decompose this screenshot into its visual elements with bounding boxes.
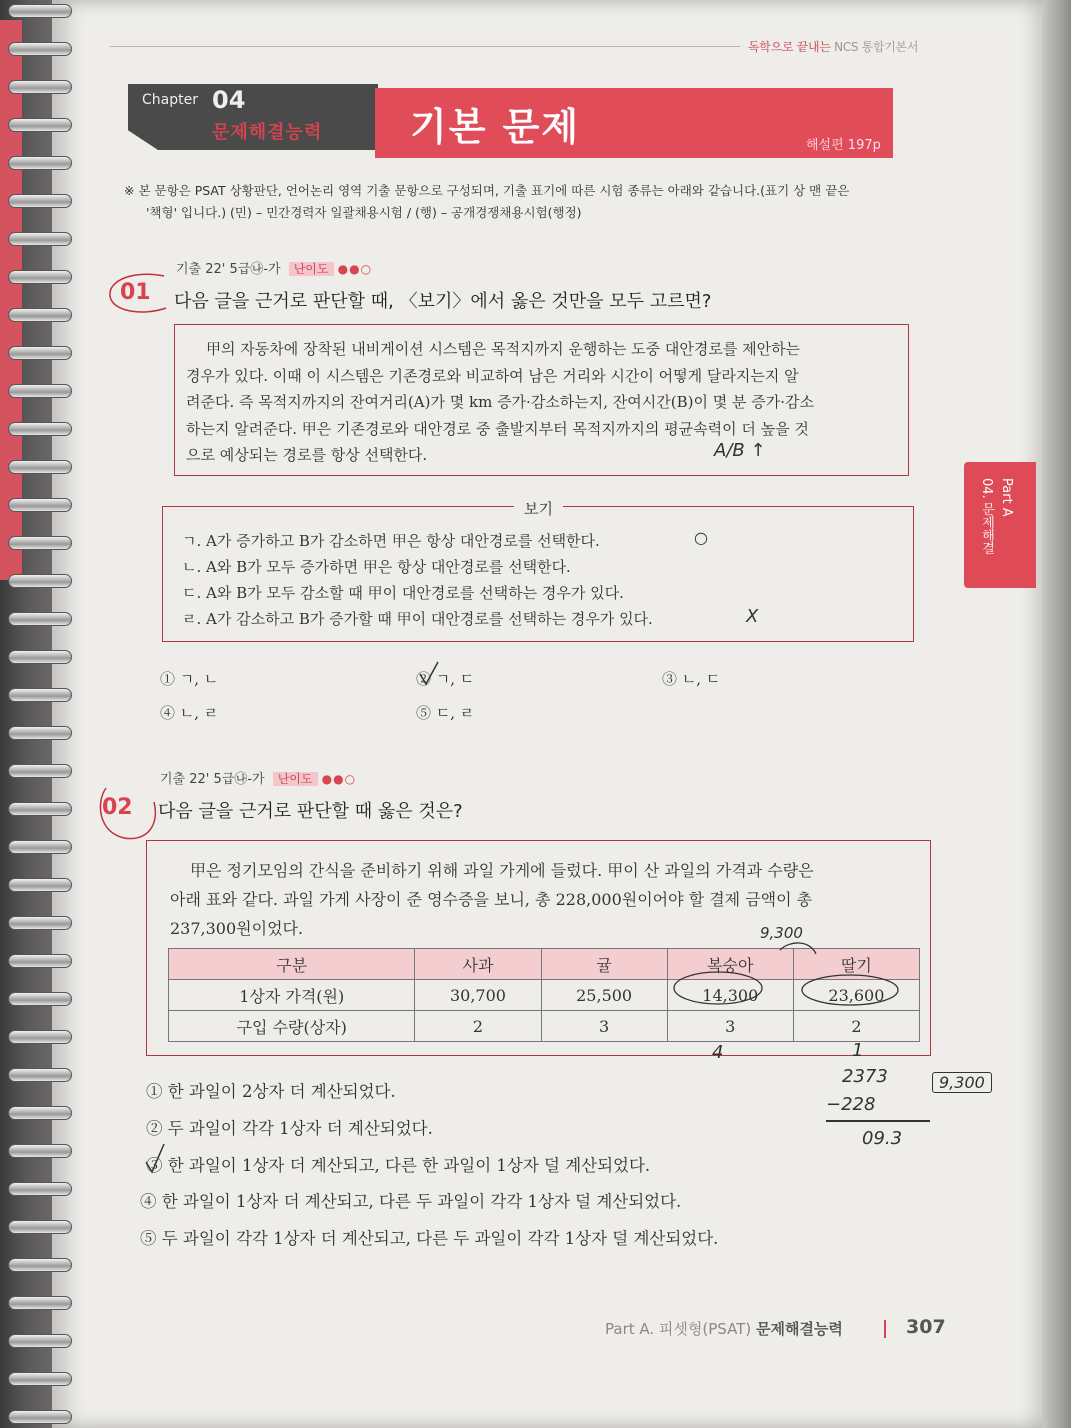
q1-choice-5[interactable]: ⑤ ㄷ, ㄹ xyxy=(416,704,475,722)
table-cell: 23,600 xyxy=(793,980,919,1011)
table-header-cell: 귤 xyxy=(541,949,667,980)
q1-hand-x: X xyxy=(746,606,759,627)
binder-ring xyxy=(8,4,72,18)
q2-hand-calc-1: 2373 xyxy=(842,1066,888,1087)
binder-ring xyxy=(8,460,72,474)
q1-passage-line: 하는지 알려준다. 甲은 기존경로와 대안경로 중 출발지부터 목적지까지의 평균속력이 더 높을 것 xyxy=(186,419,809,438)
q1-choice-4[interactable]: ④ ㄴ, ㄹ xyxy=(160,704,219,722)
table-header-cell: 사과 xyxy=(415,949,541,980)
q2-difficulty-badge: 난이도 xyxy=(273,772,318,786)
q1-hand-fraction: A/B ↑ xyxy=(714,440,766,461)
q1-difficulty-dots: ●●○ xyxy=(337,262,373,276)
table-header-cell: 구분 xyxy=(169,949,415,980)
binder-ring xyxy=(8,764,72,778)
table-cell: 25,500 xyxy=(541,980,667,1011)
q2-choice-2[interactable]: ② 두 과일이 각각 1상자 더 계산되었다. xyxy=(146,1119,433,1138)
running-head-subtitle: NCS 통합기본서 xyxy=(834,40,919,54)
binder-ring xyxy=(8,194,72,208)
q1-passage xyxy=(186,336,898,469)
binder-ring xyxy=(8,536,72,550)
page-edge xyxy=(1042,0,1071,1428)
footer-label xyxy=(605,1318,843,1339)
table-cell: 2 xyxy=(415,1011,541,1042)
footer-chapter: 문제해결능력 xyxy=(755,1320,843,1338)
q2-number: 02 xyxy=(102,795,133,820)
q1-question: 다음 글을 근거로 판단할 때, 〈보기〉에서 옳은 것만을 모두 고르면? xyxy=(174,291,712,312)
binder-ring xyxy=(8,1106,72,1120)
q2-hand-peach-count: 4 xyxy=(712,1042,724,1063)
binder-ring xyxy=(8,954,72,968)
binder-ring xyxy=(8,840,72,854)
binder-ring xyxy=(8,1372,72,1386)
q1-bogi-item: ㄴ. A와 B가 모두 증가하면 甲은 항상 대안경로를 선택한다. xyxy=(182,558,571,576)
binder-ring xyxy=(8,308,72,322)
q1-checkmark xyxy=(418,660,442,690)
table-cell: 3 xyxy=(541,1011,667,1042)
side-tab-text xyxy=(976,478,1016,555)
binder-ring xyxy=(8,1334,72,1348)
table-cell: 30,700 xyxy=(415,980,541,1011)
table-cell: 1상자 가격(원) xyxy=(169,980,415,1011)
q1-source: 기출 22' 5급㉯-가 xyxy=(176,262,281,277)
notice-text xyxy=(124,180,904,224)
binder-ring xyxy=(8,1220,72,1234)
q2-source: 기출 22' 5급㉯-가 xyxy=(160,772,265,787)
q1-bogi-item: ㄹ. A가 감소하고 B가 증가할 때 甲이 대안경로를 선택하는 경우가 있다. xyxy=(182,610,653,628)
chapter-subtitle: 문제해결능력 xyxy=(212,122,323,143)
binder-ring xyxy=(8,688,72,702)
q2-passage-line: 아래 표와 같다. 과일 가게 사장이 준 영수증을 보니, 총 228,000원이어야 할 결제 금액이 총 xyxy=(170,890,813,909)
table-row xyxy=(169,1011,920,1042)
notice-line-2: '책형' 입니다.) (민) – 민간경력자 일괄채용시험 / (행) – 공개경쟁채용시험(행정) xyxy=(146,205,582,220)
binder-ring xyxy=(8,612,72,626)
running-head-title: 독학으로 끝내는 xyxy=(748,40,831,54)
binder-ring xyxy=(8,1030,72,1044)
q1-number: 01 xyxy=(120,280,151,305)
q2-hand-calc-3: 09.3 xyxy=(862,1128,903,1149)
binder-ring xyxy=(8,650,72,664)
binder-ring xyxy=(8,878,72,892)
binder-ring xyxy=(8,80,72,94)
binder-ring xyxy=(8,118,72,132)
side-tab-chapter: 04. 문제해결 xyxy=(979,478,994,555)
q2-passage-line: 237,300원이었다. xyxy=(170,919,304,938)
footer-divider xyxy=(884,1320,886,1338)
page-number: 307 xyxy=(906,1316,946,1338)
q2-hand-calc-2: −228 xyxy=(826,1094,876,1115)
q2-hand-strawberry-count: 1 xyxy=(852,1040,864,1061)
binder-ring xyxy=(8,498,72,512)
table-header-cell: 딸기 xyxy=(793,949,919,980)
q1-choice-3[interactable]: ③ ㄴ, ㄷ xyxy=(662,670,721,688)
binder-ring xyxy=(8,992,72,1006)
q2-passage xyxy=(170,856,918,943)
q2-difficulty-dots: ●●○ xyxy=(321,772,357,786)
q2-choice-1[interactable]: ① 한 과일이 2상자 더 계산되었다. xyxy=(146,1082,396,1101)
table-cell: 3 xyxy=(667,1011,793,1042)
table-cell: 2 xyxy=(793,1011,919,1042)
binder-ring xyxy=(8,1182,72,1196)
q1-passage-line: 려준다. 즉 목적지까지의 잔여거리(A)가 몇 km 증가·감소하는지, 잔여시간(B)이 몇 분 증가·감소 xyxy=(186,393,814,411)
binding-tab-strip xyxy=(0,20,22,580)
side-tab-part: Part A xyxy=(999,478,1014,517)
binder-ring xyxy=(8,1296,72,1310)
binder-ring xyxy=(8,1258,72,1272)
binder-ring xyxy=(8,422,72,436)
binder-ring xyxy=(8,1410,72,1424)
q1-passage-line: 甲의 자동차에 장착된 내비게이션 시스템은 목적지까지 운행하는 도중 대안경로를 제안하는 xyxy=(206,340,801,358)
q1-bogi-item: ㄷ. A와 B가 모두 감소할 때 甲이 대안경로를 선택하는 경우가 있다. xyxy=(182,584,624,602)
binder-ring xyxy=(8,726,72,740)
q2-choice-4[interactable]: ④ 한 과일이 1상자 더 계산되고, 다른 두 과일이 각각 1상자 덜 계산되었다. xyxy=(140,1192,682,1211)
q2-hand-note-top: 9,300 xyxy=(760,924,803,942)
q2-meta xyxy=(160,768,356,787)
q2-choice-5[interactable]: ⑤ 두 과일이 각각 1상자 더 계산되고, 다른 두 과일이 각각 1상자 덜 계산되었다. xyxy=(140,1229,719,1248)
table-cell: 구입 수량(상자) xyxy=(169,1011,415,1042)
binder-ring xyxy=(8,346,72,360)
q1-passage-line: 경우가 있다. 이때 이 시스템은 기존경로와 비교하여 남은 거리와 시간이 어떻게 달라지는지 알 xyxy=(186,366,799,385)
binder-ring xyxy=(8,156,72,170)
binder-ring xyxy=(8,802,72,816)
header-rule xyxy=(110,46,740,47)
q1-choice-2[interactable]: ② ㄱ, ㄷ xyxy=(416,670,475,688)
binder-ring xyxy=(8,42,72,56)
q2-checkmark xyxy=(144,1142,168,1176)
running-head xyxy=(748,38,918,55)
q1-meta xyxy=(176,258,372,277)
q2-hand-boxed: 9,300 xyxy=(932,1072,992,1093)
notice-line-1: ※ 본 문항은 PSAT 상황판단, 언어논리 영역 기출 문항으로 구성되며, 기출 표기에 따른 시험 종류는 아래와 같습니다.(표기 상 맨 끝은 xyxy=(124,183,850,198)
chapter-label: Chapter xyxy=(142,92,198,108)
q2-question: 다음 글을 근거로 판단할 때 옳은 것은? xyxy=(158,801,463,822)
q2-hand-calc-line xyxy=(826,1120,930,1122)
chapter-number: 04 xyxy=(212,86,246,114)
table-cell: 14,300 xyxy=(667,980,793,1011)
binder-ring xyxy=(8,270,72,284)
q1-bogi-item: ㄱ. A가 증가하고 B가 감소하면 甲은 항상 대안경로를 선택한다. xyxy=(182,532,600,550)
binder-ring xyxy=(8,574,72,588)
binder-ring xyxy=(8,1144,72,1158)
binder-ring xyxy=(8,232,72,246)
q1-choice-1[interactable]: ① ㄱ, ㄴ xyxy=(160,670,219,688)
section-title: 기본 문제 xyxy=(410,105,581,149)
q2-hand-circles xyxy=(670,940,910,1010)
footer-part: Part A. 피셋형(PSAT) xyxy=(605,1320,752,1338)
binder-ring xyxy=(8,1068,72,1082)
q1-hand-circle: ○ xyxy=(694,528,708,547)
binder-ring xyxy=(8,384,72,398)
q2-passage-line: 甲은 정기모임의 간식을 준비하기 위해 과일 가게에 들렀다. 甲이 산 과일의 가격과 수량은 xyxy=(190,861,814,880)
q1-bogi-title: 보기 xyxy=(514,498,563,519)
q2-choice-3[interactable]: ③ 한 과일이 1상자 더 계산되고, 다른 한 과일이 1상자 덜 계산되었다. xyxy=(146,1156,651,1175)
binder-ring xyxy=(8,916,72,930)
q1-passage-line: 으로 예상되는 경로를 항상 선택한다. xyxy=(186,446,428,464)
q1-difficulty-badge: 난이도 xyxy=(289,262,334,276)
answer-reference: 해설편 197p xyxy=(806,138,881,153)
table-header-cell: 복숭아 xyxy=(667,949,793,980)
